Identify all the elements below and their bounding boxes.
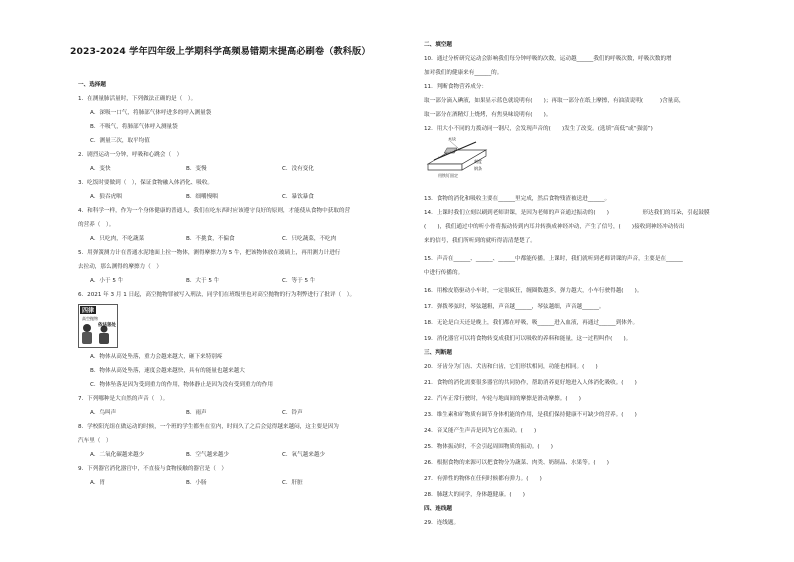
question-10: 10．通过分析研究运动会影响我们每分钟呼吸的次数，运动越______我们的呼吸次数，呼吸次数的增 xyxy=(424,56,672,62)
question-10-continued: 加对我们的健康来有______的。 xyxy=(424,70,503,76)
question-9: 9．下列器官消化器官中，不直接与食物接触的器官是（ ） xyxy=(78,466,227,472)
question-6-option-a: A．物体从高处坠落，重力会越来越大，砸下来特别疼 xyxy=(90,354,223,360)
question-13: 13．食物的消化和吸收主要在______里完成，然后食物残渣被送进______。 xyxy=(424,196,611,202)
question-15-continued: 中进行传播的。 xyxy=(424,270,464,276)
option: A．二氧化碳越来越少 xyxy=(90,452,145,458)
option: B．变慢 xyxy=(186,166,207,172)
question-11-line-a: 取一部分滴入碘液，如果显示蓝色就说明有( )；再取一部分在纸上摩擦，有油渍说明( )含量高， xyxy=(424,98,685,104)
option: B．空气越来越少 xyxy=(186,452,229,458)
option: C．只吃蔬菜，不吃肉 xyxy=(282,236,337,242)
poster-caption-side: 依法惩处 xyxy=(98,323,116,328)
page-title: 2023-2024 学年四年级上学期科学高频易错期末提高必刷卷（教科版） xyxy=(70,46,371,57)
question-19: 19．消化器官可以将食物转变成我们可以吸收的养料和能量，这一过程叫作( )。 xyxy=(424,336,632,342)
option: B．不挑食，不偏食 xyxy=(186,236,235,242)
option: C．没有变化 xyxy=(282,166,314,172)
label-wood-block: 木块 xyxy=(448,136,456,142)
law-poster-illustration xyxy=(78,304,118,348)
question-1-option-a: A．深吸一口气，将肺部气体呼进多的呼入测量袋 xyxy=(90,110,212,116)
question-8: 8．学校阳光组在做运动的时候，一个班的学生都坐在室内，时间久了之后会觉得越来越闷，这主要是因为 xyxy=(78,424,339,430)
question-22: 22．汽车正常行驶时，车轮与地面间的摩擦是滑动摩擦。( ) xyxy=(424,396,581,402)
figure-body-icon xyxy=(99,333,109,344)
label-pointer xyxy=(450,141,458,148)
question-8-continued: 汽车里（ ） xyxy=(78,438,112,444)
question-7: 7．下列哪种是大自然的声音（ ）。 xyxy=(78,396,169,402)
question-5-options xyxy=(90,278,315,285)
question-21: 21．食物的消化需要很多器官的共同协作，帮助消养更好地进入人体消化吸收。( ) xyxy=(424,380,637,386)
question-24: 24．音叉能产生声音是因为它在振动。( ) xyxy=(424,428,537,434)
section-choice-heading: 一、选择题 xyxy=(78,82,106,88)
option: A．变快 xyxy=(90,166,111,172)
option: C．等于 5 牛 xyxy=(282,278,316,284)
question-5: 5．用弹簧测力计在普通水泥地面上拉一物体，测得摩擦力为 5 牛，把该物体放在玻璃上，再用测力计进行 xyxy=(78,250,341,256)
question-11: 11．判断食物营养成分： xyxy=(424,84,488,90)
ruler-diagram xyxy=(424,136,494,182)
option: C．氧气越来越少 xyxy=(282,452,326,458)
question-6-option-b: B．物体从高处坠落，速度会越来越快，具有的能量也越来越大 xyxy=(90,368,245,374)
table-front xyxy=(428,164,462,170)
question-17: 17．弹拨琴弦时，琴弦越粗，声音越______，琴弦越细，声音越______。 xyxy=(424,304,605,310)
question-4: 4．和科学一样，作为一个身体健康的普通人，我们在吃东西时应该遵守良好的原则，才能使从食物中获取的营 xyxy=(78,208,351,214)
question-2: 2．剧烈运动一分钟，呼吸和心跳会（ ） xyxy=(78,152,183,158)
poster-caption-top: 高空抛物 xyxy=(82,316,98,321)
figure-head-icon xyxy=(83,324,91,332)
option: C．暴饮暴食 xyxy=(282,194,314,200)
question-25: 25．物体振动时，不会引起周围物质的振动。( ) xyxy=(424,444,553,450)
question-26: 26．根据食物的来源可以把食物分为蔬菜、肉类、奶制品、水果等。( ) xyxy=(424,460,609,466)
question-1: 1．在测量肺活量时，下列做法正确的是（ ）。 xyxy=(78,96,197,102)
question-9-options xyxy=(90,480,303,487)
option: C．铃声 xyxy=(282,410,303,416)
option: A．胃 xyxy=(90,480,106,486)
question-14-continued-1: ( )，我们通过中的听小骨将振动传到内耳并转换成神经冲动，产生了信号，( )接收到神经冲动传出 xyxy=(424,224,685,230)
question-1-option-b: B．不吸气，将肺部气体呼入测量袋 xyxy=(90,124,178,130)
question-7-options xyxy=(90,410,303,417)
question-23: 23．维生素和矿物质有调节身体机能的作用，是我们保持健康不可缺少的营养。( ) xyxy=(424,412,637,418)
option: B．细嚼慢咽 xyxy=(186,194,218,200)
question-14: 14．上课时我们立刻以刷到老师讲课，是因为老师的声音通过振动的( ) 形达我们的耳朵，引起鼓膜 xyxy=(424,210,710,216)
option: A．小于 5 牛 xyxy=(90,278,124,284)
option: A．狼吞虎咽 xyxy=(90,194,122,200)
question-5-continued: 去拉动，那么测得的摩擦力（ ） xyxy=(78,264,162,270)
question-6: 6．2021 年 3 月 1 日起，高空抛物罪被写入刑法，同学们在班级里也对高空抛物的行为利弊进行了批评（ ）。 xyxy=(78,292,356,298)
question-8-options xyxy=(90,452,325,459)
question-16: 16．用橡皮筋驱动小车时，一定很疯狂，缠圈数越多，弹力越大，小车行驶得越( )。 xyxy=(424,288,643,294)
figure-body-icon xyxy=(82,332,92,344)
question-2-options xyxy=(90,166,314,173)
question-1-option-c: C．测量三次，取平均值 xyxy=(90,138,150,144)
question-11-line-b: 取一部分在酒精灯上烧烤，有焦臭味说明有( )。 xyxy=(424,112,552,118)
question-29: 29．连线题。 xyxy=(424,520,460,526)
option: A．鸟叫声 xyxy=(90,410,117,416)
question-14-continued-2: 来的信号，我们所听到的就听得清清楚楚了。 xyxy=(424,238,536,244)
question-15: 15．声音在______、______、______中都能传播。上课时，我们就听到老师讲课的声音，主要是在______ xyxy=(424,256,683,262)
label-nail-fixed: 用铁钉固定 xyxy=(438,173,458,178)
poster-banner-text: 四律 xyxy=(81,307,95,315)
section-match-heading: 四、连线题 xyxy=(424,506,452,512)
question-4-continued: 的营养（ ）。 xyxy=(78,222,115,228)
section-fill-heading: 二、填空题 xyxy=(424,42,452,48)
question-3-options xyxy=(90,194,314,201)
option: B．大于 5 牛 xyxy=(186,278,220,284)
question-27: 27．有弹性的物体在任何时候都有弹力。( ) xyxy=(424,476,542,482)
label-scale: 刻度 xyxy=(474,159,482,164)
question-3: 3．吃饭时要做到（ ），保证食物融入体消化、吸收。 xyxy=(78,180,214,186)
question-6-option-c: C．物体坠落是因为受到重力的作用，物体静止是因为没有受到重力的作用 xyxy=(90,382,273,388)
question-18: 18．无论是白天还是晚上，我们都在呼吸，吸______进入血液，再通过______到体外。 xyxy=(424,320,639,326)
question-4-options xyxy=(90,236,336,243)
option: A．只吃肉，不吃蔬菜 xyxy=(90,236,145,242)
section-judge-heading: 三、判断题 xyxy=(424,350,452,356)
label-steel-strip: 钢条 xyxy=(474,166,482,171)
question-20: 20．牙齿分为门齿、犬齿和臼齿，它们形状相同，功能也相同。( ) xyxy=(424,364,598,370)
option: C．肝脏 xyxy=(282,480,303,486)
option: B．雨声 xyxy=(186,410,207,416)
question-12: 12．用大小不同的力拨动同一钢尺，会发现声音的( )发生了改变。(选填“高低”或“强弱”) xyxy=(424,126,653,132)
question-28: 28．肺越大的同学，身体越健康。( ) xyxy=(424,492,525,498)
option: B．小肠 xyxy=(186,480,207,486)
